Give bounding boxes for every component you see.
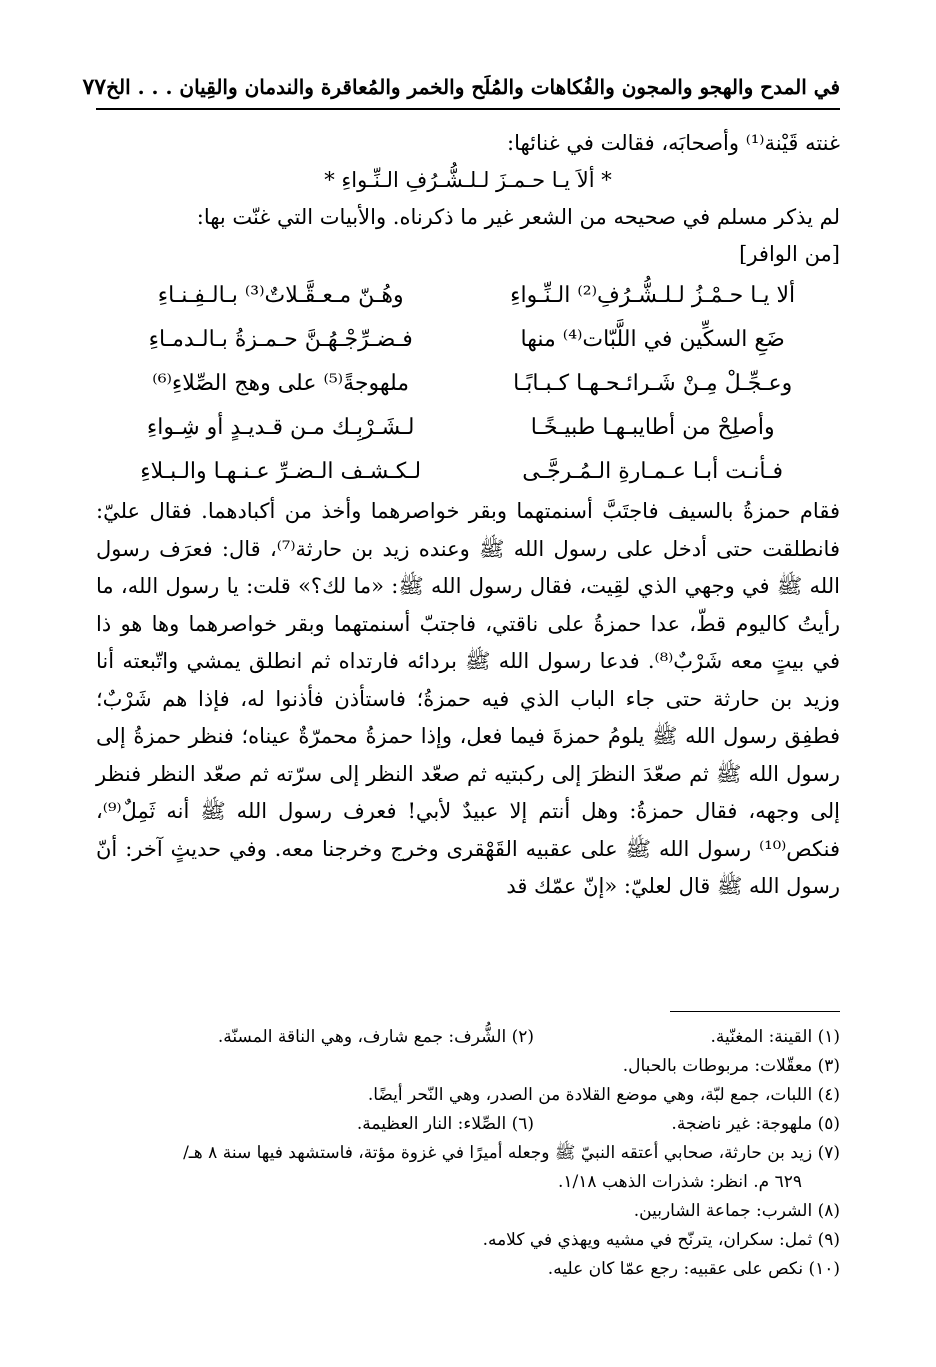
poem-line: [96, 317, 840, 361]
footnote-3: (٣) معقّلات: مربوطات بالحبال.: [622, 1056, 840, 1076]
footnote-2: (٢) الشُّرف: جمع شارف، وهي الناقة المسنّة.: [217, 1027, 534, 1047]
main-text: [96, 125, 840, 906]
footnote-5: (٥) ملهوجة: غير ناضجة.: [671, 1114, 840, 1134]
running-header: [82, 66, 840, 110]
footnote-separator: [670, 1011, 840, 1012]
poem-line: [96, 405, 840, 449]
poem-first-hemistich: ضَعِ السكِّين في اللَّبّات⁽⁴⁾ منها: [520, 326, 785, 352]
footnote-row: [96, 1226, 840, 1255]
intro-line: غنته قَيْنة⁽¹⁾ وأصحابَه، فقالت في غنائها:: [507, 131, 840, 155]
poem-second-hemistich: فـضـرِّجْـهُـنَّ حـمـزةُ بـالـدمـاءِ: [148, 326, 413, 352]
footnote-9: (٩) ثمل: سكران، يترنّح في مشيه ويهذي في كلامه.: [482, 1230, 840, 1250]
footnote-7-continuation: ٦٢٩ م. انظر: شذرات الذهب ١/١٨.: [558, 1172, 802, 1192]
footnote-6: (٦) الصِّلاء: النار العظيمة.: [356, 1114, 534, 1134]
prose-paragraph: فقام حمزةُ بالسيف فاجتَبَّ أسنمتهما وبقر خواصرهما وأخذ من أكبادهما. فقال عليّ: فانطلقت حتى أدخل على رسول الله ﷺ وعنده زيد بن حارثة⁽⁷⁾، قال: فعرَف رسول الله ﷺ في وجهي الذي لقِيت، فقال رسول الله ﷺ: «ما لك؟» قلت: يا رسول الله، ما رأيتُ كاليوم قطّ، عدا حمزةُ على ناقتي، فاجتبّ أسنمتهما وبقر خواصرهما وها هو ذا في بيتٍ معه شَرْبٌ⁽⁸⁾. فدعا رسول الله ﷺ بردائه فارتداه ثم انطلق يمشي واتّبعته أنا وزيد بن حارثة حتى جاء الباب الذي فيه حمزةُ؛ فاستأذن فأذنوا له، فإذا هم شَرْبٌ؛ فطفِق رسول الله ﷺ يلومُ حمزةَ فيما فعل، وإذا حمزةُ محمرّةٌ عيناه؛ فنظر حمزةُ إلى رسول الله ﷺ ثم صعّدَ النظرَ إلى ركبتيه ثم صعّد النظر إلى سرّته ثم صعّد النظر فنظر إلى وجهه، فقال حمزةُ: وهل أنتم إلا عبيدٌ لأبي! فعرف رسول الله ﷺ أنه ثَمِلٌ⁽⁹⁾، فنكص⁽¹⁰⁾ رسول الله ﷺ على عقبيه القَهْقرى وخرج وخرجنا معه. وفي حديثٍ آخر: أنّ رسول الله ﷺ قال لعليّ: «إنّ عمّك قد: [96, 499, 840, 898]
footnote-7-line: (٧) زيد بن حارثة، صحابي أعتقه النبيّ ﷺ وجعله أميرًا في غزوة مؤتة، فاستشهد فيها سنة ٨ هـ/: [183, 1143, 840, 1163]
poem-first-hemistich: وأصلِحْ من أطايبـهـا طبيـخًـا: [530, 414, 775, 440]
footnote-row: [96, 1197, 840, 1226]
after-verse-text: لم يذكر مسلم في صحيحه من الشعر غير ما ذكرناه. والأبيات التي غنّت بها:: [196, 205, 840, 229]
poem-first-hemistich: وعـجِّـلْ مِـنْ شَـرائـحـهـا كـبـابًـا: [513, 370, 793, 396]
poem: [96, 273, 840, 493]
poem-line: [96, 273, 840, 317]
poem-second-hemistich: وهُـنّ مـعـقَّـلاتٌ⁽³⁾ بـالـفِـنـاءِ: [157, 282, 404, 308]
opening-verse: * ألاَ يـا حـمـزَ لـلـشُّـرُفِ الـنِّـواءِ *: [324, 168, 612, 192]
poem-second-hemistich: ملهوجةً⁽⁵⁾ على وهج الصِّلاءِ⁽⁶⁾: [152, 370, 410, 396]
footnote-8: (٨) الشرب: جماعة الشاربين.: [633, 1201, 840, 1221]
footnote-row: [96, 1255, 840, 1284]
footnote-7: [96, 1139, 840, 1197]
poem-second-hemistich: لـشَـرْبِـك مـن قـديـدٍ أو شِـواءِ: [146, 414, 415, 440]
page-number: ٧٧: [82, 74, 107, 100]
footnote-row: [96, 1081, 840, 1110]
footnote-4: (٤) اللبات، جمع لبّة، وهي موضع القلادة من الصدر، وهي النّحر أيضًا.: [367, 1085, 840, 1105]
poem-line: [96, 361, 840, 405]
footnote-row: [96, 1110, 840, 1139]
footnote-1: (١) القينة: المغنّية.: [710, 1027, 840, 1047]
poem-first-hemistich: ألا يـا حـمْـزُ لـلـشُّـرُفِ⁽²⁾ الـنِّـواءِ: [510, 282, 796, 308]
meter-label: [من الوافر]: [739, 242, 840, 266]
poem-first-hemistich: فـأنـت أبـا عـمـارةِ الـمُـرجَّـى: [522, 458, 784, 484]
footnote-row: [96, 1023, 840, 1052]
chapter-title: في المدح والهجو والمجون والفُكاهات والمُلَح والخمر والمُعاقرة والندمان والقِيان . . . الخ: [106, 75, 840, 99]
footnote-10: (١٠) نكص على عقبيه: رجع عمّا كان عليه.: [547, 1259, 840, 1279]
poem-line: [96, 449, 840, 493]
footnote-row: [96, 1052, 840, 1081]
footnotes: [96, 1023, 840, 1284]
poem-second-hemistich: لـكـشـف الـضـرِّ عـنـهـا والـبـلاءِ: [140, 458, 422, 484]
